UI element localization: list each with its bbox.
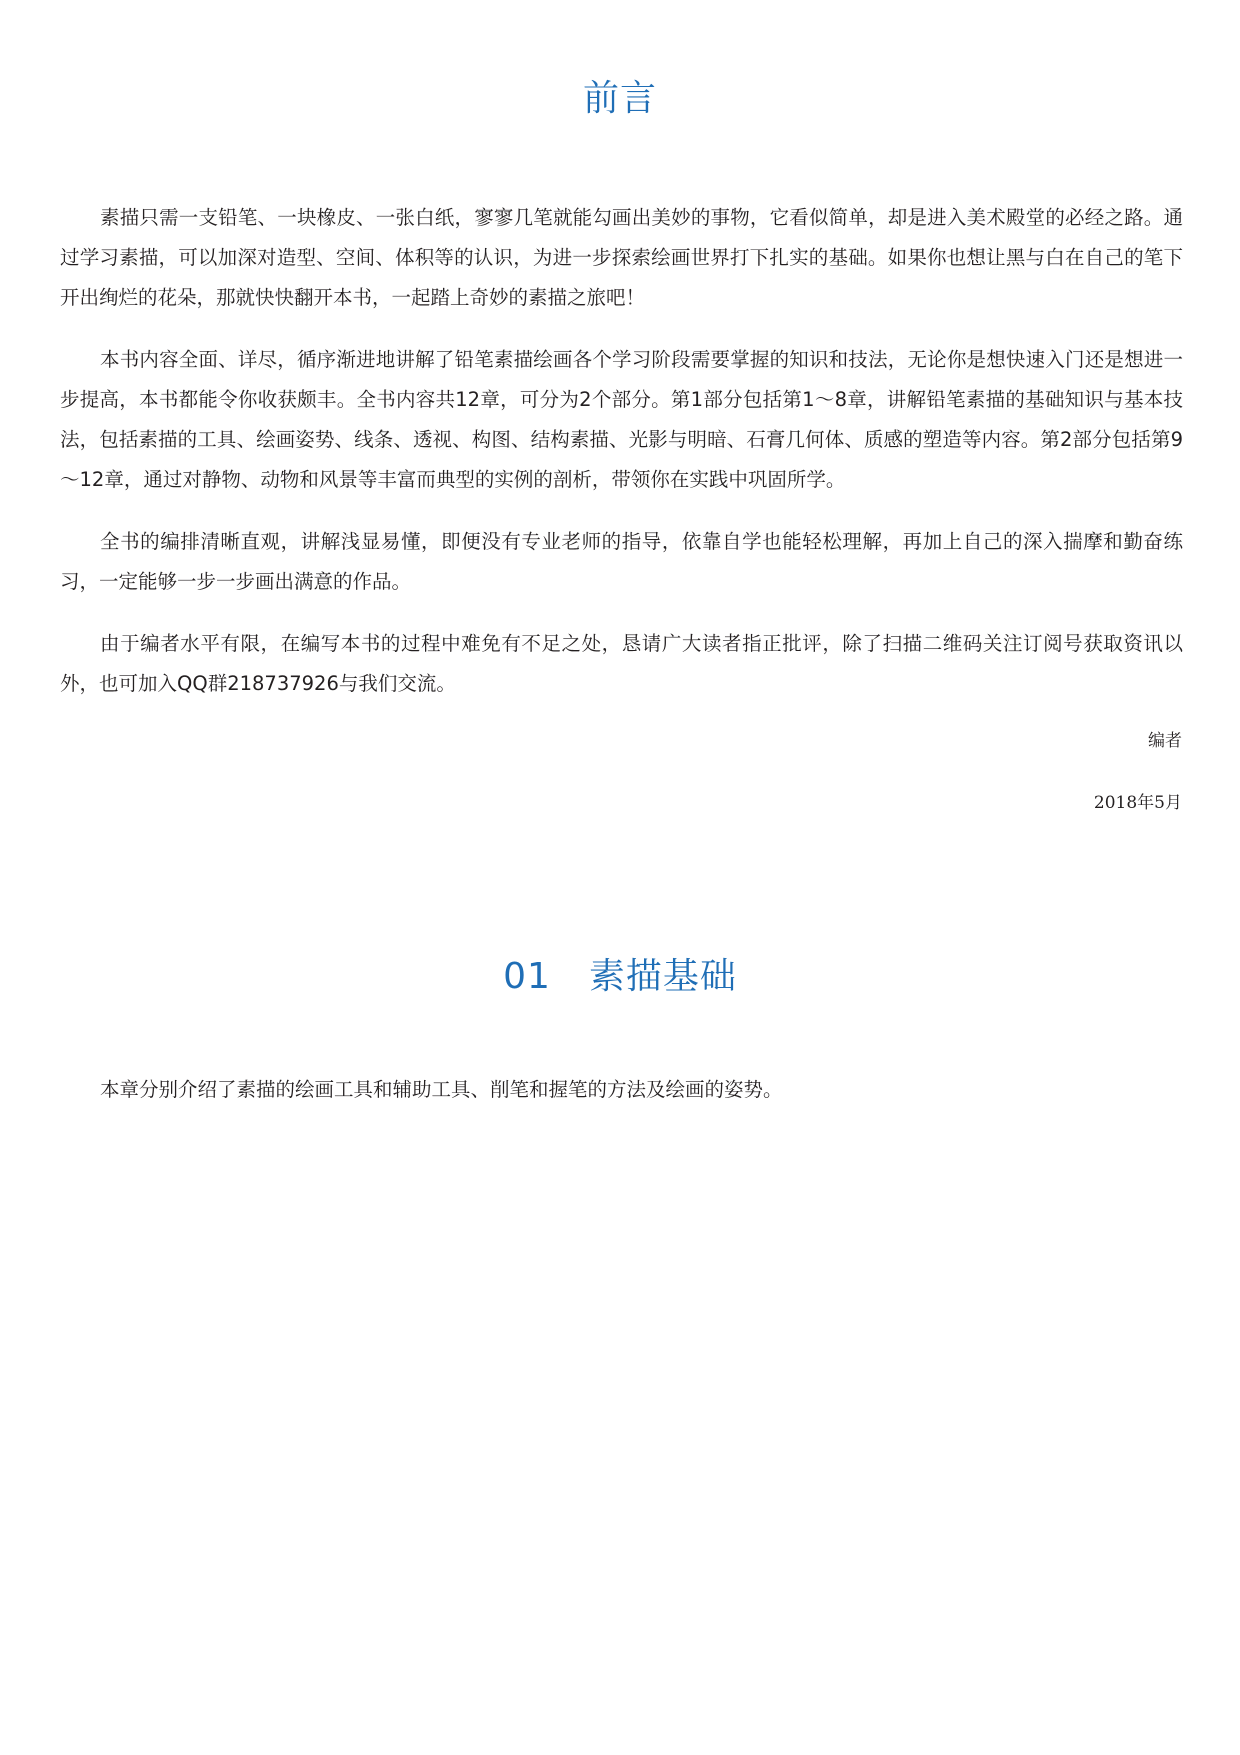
preface-body [60,198,1183,726]
chapter-body [60,1070,1183,1132]
preface-paragraph: 由于编者水平有限，在编写本书的过程中难免有不足之处，恳请广大读者指正批评，除了扫描二维码关注订阅号获取资讯以外，也可加入QQ群218737926与我们交流。 [60,632,1183,695]
preface-date: 2018年5月 [1093,793,1182,813]
preface-title: 前言 [582,78,657,119]
chapter-intro: 本章分别介绍了素描的绘画工具和辅助工具、削笔和握笔的方法及绘画的姿势。 [100,1078,783,1101]
preface-paragraph: 素描只需一支铅笔、一块橡皮、一张白纸，寥寥几笔就能勾画出美妙的事物，它看似简单，却是进入美术殿堂的必经之路。通过学习素描，可以加深对造型、空间、体积等的认识，为进一步探索绘画世界打下扎实的基础。如果你也想让黑与白在自己的笔下开出绚烂的花朵，那就快快翻开本书，一起踏上奇妙的素描之旅吧！ [60,206,1183,309]
chapter-title: 素描基础 [588,956,737,997]
preface-paragraph: 全书的编排清晰直观，讲解浅显易懂，即便没有专业老师的指导，依靠自学也能轻松理解，再加上自己的深入揣摩和勤奋练习，一定能够一步一步画出满意的作品。 [60,530,1183,593]
preface-signature: 编者 [1148,731,1182,751]
chapter-heading [0,948,1240,999]
chapter-number: 01 [503,956,551,997]
preface-paragraph: 本书内容全面、详尽，循序渐进地讲解了铅笔素描绘画各个学习阶段需要掌握的知识和技法，无论你是想快速入门还是想进一步提高，本书都能令你收获颇丰。全书内容共12章，可分为2个部分。第1部分包括第1～8章，讲解铅笔素描的基础知识与基本技法，包括素描的工具、绘画姿势、线条、透视、构图、结构素描、光影与明暗、石膏几何体、质感的塑造等内容。第2部分包括第9～12章，通过对静物、动物和风景等丰富而典型的实例的剖析，带领你在实践中巩固所学。 [60,348,1183,491]
